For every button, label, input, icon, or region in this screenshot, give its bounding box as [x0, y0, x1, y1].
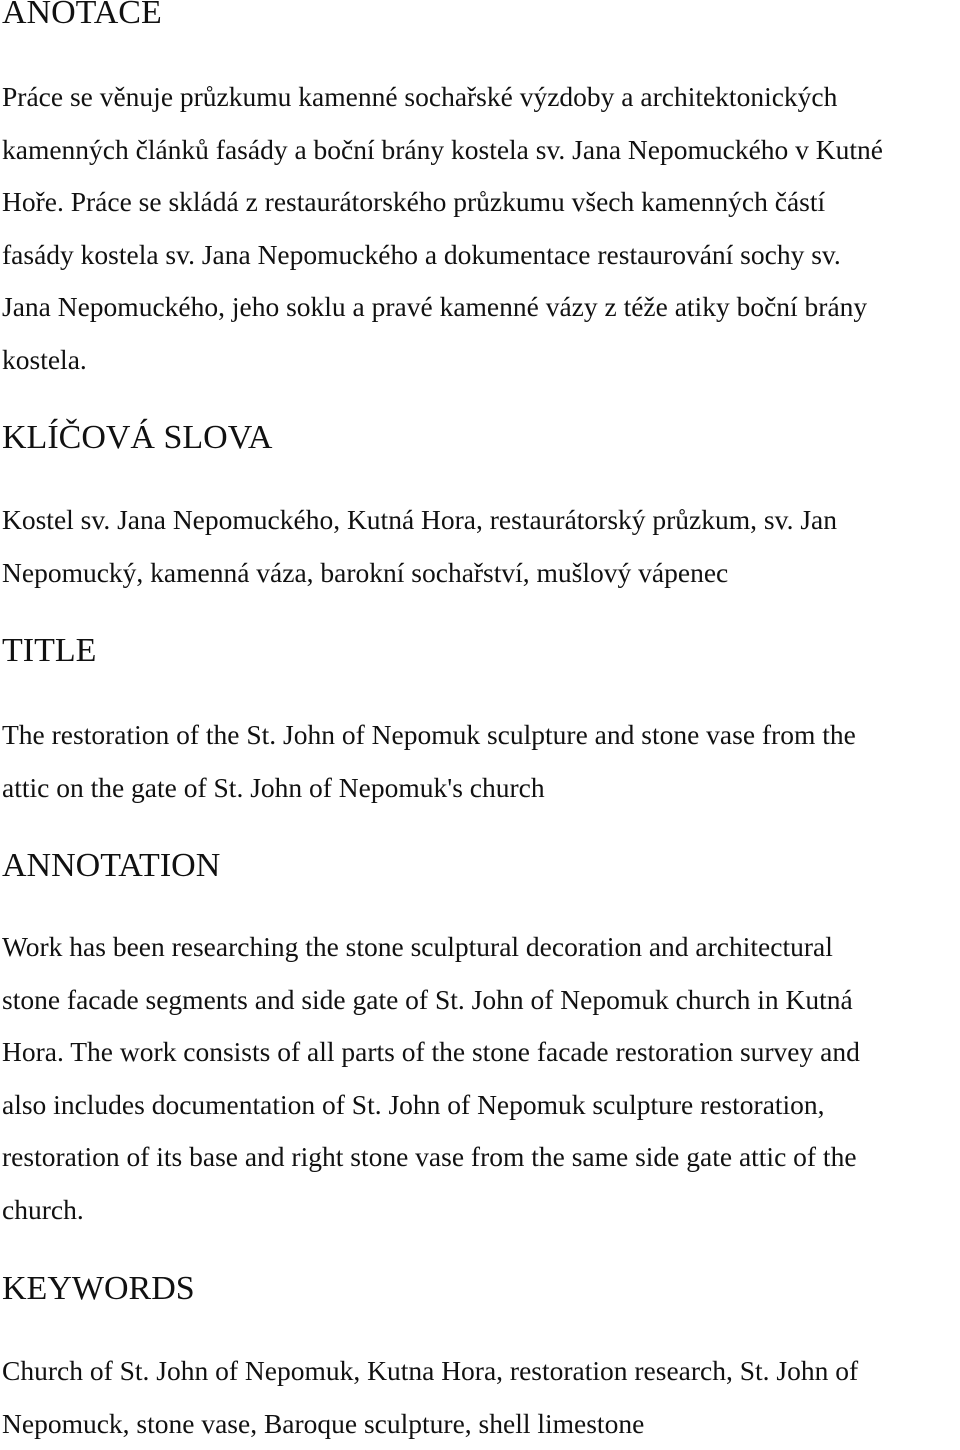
- heading-keywords: KEYWORDS: [2, 1270, 195, 1307]
- paragraph-annotation: Work has been researching the stone sculptural decoration and architectural stone facade segments and side gate of St. John of Nepomuk church in Kutná Hora. The work consists of all parts of the stone facade restoration survey and also includes documentation of St. John of Nepomuk sculpture restoration, restoration of its base and right stone vase from the same side gate attic of the church.: [2, 931, 860, 1225]
- heading-title: TITLE: [2, 632, 97, 669]
- heading-klicova-slova: KLÍČOVÁ SLOVA: [2, 419, 273, 456]
- heading-anotace: ANOTACE: [2, 0, 162, 31]
- paragraph-title: The restoration of the St. John of Nepomuk sculpture and stone vase from the attic on the gate of St. John of Nepomuk's church: [2, 719, 856, 803]
- paragraph-anotace: Práce se věnuje průzkumu kamenné sochařské výzdoby a architektonických kamenných článků fasády a boční brány kostela sv. Jana Nepomuckého v Kutné Hoře. Práce se skládá z restaurátorského průzkumu všech kamenných částí fasády kostela sv. Jana Nepomuckého a dokumentace restaurování sochy sv. Jana Nepomuckého, jeho soklu a pravé kamenné vázy z téže atiky boční brány kostela.: [2, 81, 883, 375]
- paragraph-klicova-slova: Kostel sv. Jana Nepomuckého, Kutná Hora, restaurátorský průzkum, sv. Jan Nepomucký, kamenná váza, barokní sochařství, mušlový vápenec: [2, 504, 837, 588]
- heading-annotation: ANNOTATION: [2, 847, 221, 884]
- paragraph-keywords: Church of St. John of Nepomuk, Kutna Hora, restoration research, St. John of Nepomuck, stone vase, Baroque sculpture, shell limestone: [2, 1355, 859, 1439]
